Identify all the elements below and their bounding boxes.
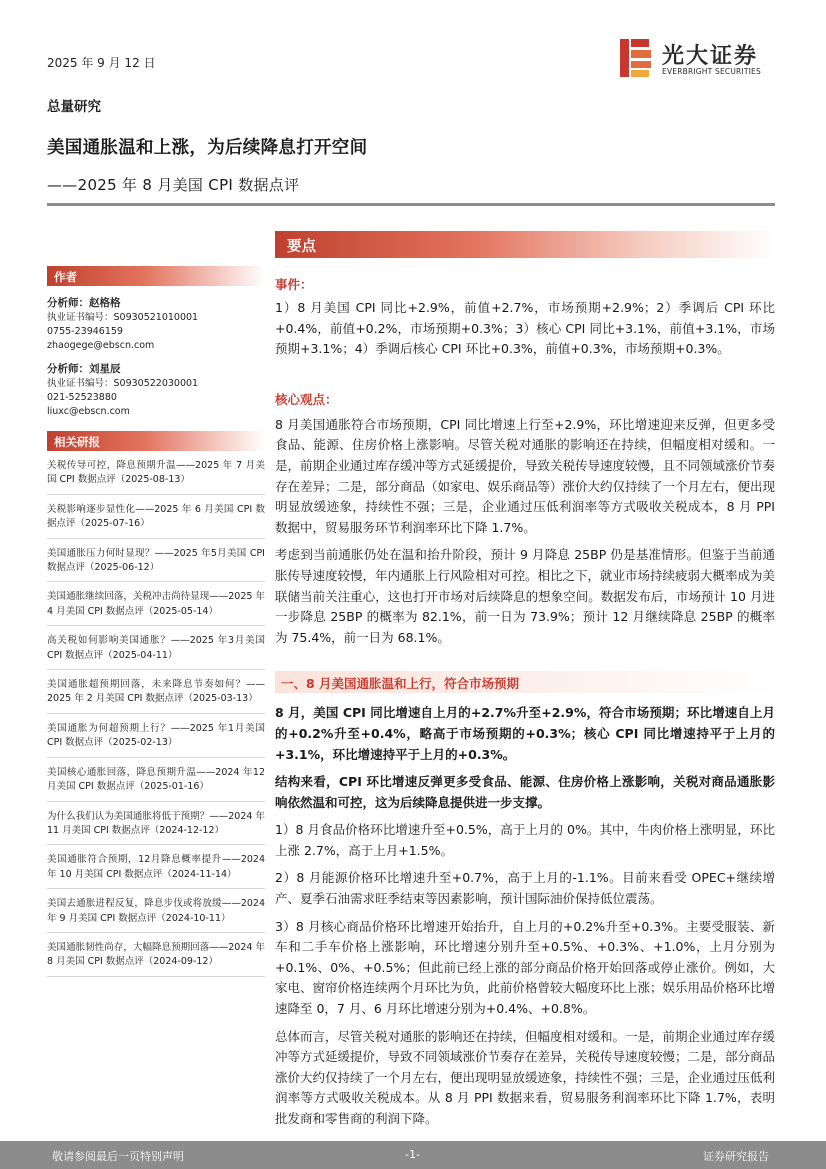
related-report-item[interactable]: 美国通胀继续回落，关税冲击尚待显现——2025 年 4 月美国 CPI 数据点评（2025-05-14） <box>47 582 265 626</box>
company-logo <box>618 37 778 81</box>
related-report-item[interactable]: 为什么我们认为美国通胀将低于预期？——2024 年 11 月美国 CPI 数据点评（2024-12-12） <box>47 802 265 846</box>
related-report-item[interactable]: 关税传导可控，降息预期升温——2025 年 7 月美国 CPI 数据点评（2025-08-13） <box>47 451 265 495</box>
analyst-email[interactable]: zhaogege@ebscn.com <box>47 340 155 351</box>
section-paragraph: 2）8 月能源价格环比增速升至+0.7%，高于上月的-1.1%。目前来看受 OPEC+继续增产、夏季石油需求旺季结束等因素影响，预计国际油价保持低位震荡。 <box>275 870 775 907</box>
related-report-item[interactable]: 高关税如何影响美国通胀？——2025 年3月美国 CPI 数据点评（2025-04-11） <box>47 626 265 670</box>
section-lead-paragraph: 结构来看，CPI 环比增速反弹更多受食品、能源、住房价格上涨影响，关税对商品通胀影响依然温和可控，这为后续降息提供进一步支撑。 <box>275 774 775 810</box>
analyst-cert: 执业证书编号：S0930522030001 <box>47 378 199 389</box>
section-paragraph: 1）8 月食品价格环比增速升至+0.5%，高于上月的 0%。其中，牛肉价格上涨明显，环比上涨 2.7%，高于上月+1.5%。 <box>275 822 775 858</box>
page-footer <box>0 1141 826 1169</box>
page-number: -1- <box>405 1148 420 1161</box>
section-paragraph: 总体而言，尽管关税对通胀的影响还在持续，但幅度相对缓和。一是，前期企业通过库存缓冲等方式延缓提价，导致不同领域涨价节奏存在差异，关税传导速度较慢；二是，部分商品涨价大约仅持续了一个月左右，便出现明显放缓迹象，持续性不强；三是，企业通过压低利润率等方式吸收关税成本。从 8 月 PPI 数据来看，贸易服务利润率环比下降 1.7%，表明批发商和零售商的利润下降。 <box>275 1028 776 1126</box>
analyst-card <box>47 362 265 419</box>
related-report-item[interactable]: 美国通胀韧性尚存，大幅降息预期回落——2024 年 8 月美国 CPI 数据点评（2024-09-12） <box>47 933 265 977</box>
related-report-item[interactable]: 美国通胀为何超预期上行？——2025 年1月美国 CPI 数据点评（2025-02-13） <box>47 714 265 758</box>
footer-disclaimer-link[interactable]: 敬请参阅最后一页特别声明 <box>52 1150 184 1163</box>
report-subtitle: ——2025 年 8 月美国 CPI 数据点评 <box>47 176 300 194</box>
analyst-name: 分析师：刘星辰 <box>47 363 121 375</box>
analyst-email[interactable]: liuxc@ebscn.com <box>47 406 130 417</box>
key-points-heading: 要点 <box>275 231 775 258</box>
related-report-item[interactable]: 关税影响逐步显性化——2025 年 6 月美国 CPI 数据点评（2025-07-16） <box>47 495 265 539</box>
section-paragraph: 3）8 月核心商品价格环比增速开始抬升，自上月的+0.2%升至+0.3%。主要受服装、新车和二手车价格上涨影响，环比增速分别升至+0.5%、+0.3%、+1.0%，上月分别为+0.1%、0%、+0.5%；但此前已经上涨的部分商品价格开始回落或停止涨价。例如，大家电、窗帘价格连续两个月环比为负，此前价格曾较大幅度环比上涨；娱乐用品价格环比增速降至 0，7 月、6 月环比增速分别为+0.4%、+0.8%。 <box>275 918 776 1017</box>
main-content <box>275 231 775 1130</box>
core-view-paragraph: 8 月美国通胀符合市场预期，CPI 同比增速上行至+2.9%，环比增速迎来反弹，但更多受食品、能源、住房价格上涨影响。尽管关税对通胀的影响还在持续，但幅度相对缓和。一是，前期企业通过库存缓冲等方式延缓提价，导致关税传导速度较慢，且不同领域涨价节奏存在差异；二是，部分商品（如家电、娱乐商品等）涨价大约仅持续了一个月左右，便出现明显放缓迹象，持续性不强；三是，企业通过压低利润率等方式吸收关税成本，8 月 PPI 数据中，贸易服务环节利润率环比下降 1.7%。 <box>275 416 776 535</box>
related-report-item[interactable]: 美国通胀符合预期，12月降息概率提升——2024 年 10 月美国 CPI 数据点评（2024-11-14） <box>47 845 265 889</box>
related-report-item[interactable]: 美国通胀压力何时显现？——2025 年5月美国 CPI 数据点评（2025-06-12） <box>47 539 265 583</box>
analyst-phone: 0755-23946159 <box>47 326 123 337</box>
related-report-item[interactable]: 美国核心通胀回落，降息预期升温——2024 年12月美国 CPI 数据点评（2025-01-16） <box>47 758 265 802</box>
logo-name-en: EVERBRIGHT SECURITIES <box>662 67 761 76</box>
section-heading: 一、8 月美国通胀温和上行，符合市场预期 <box>275 671 775 693</box>
author-heading: 作者 <box>47 266 265 286</box>
related-report-item[interactable]: 美国去通胀进程反复，降息步伐或将放缓——2024 年 9 月美国 CPI 数据点评（2024-10-11） <box>47 889 265 933</box>
analyst-phone: 021-52523880 <box>47 392 117 403</box>
section-lead-paragraph: 8 月，美国 CPI 同比增速自上月的+2.7%升至+2.9%，符合市场预期；环比增速自上月的+0.2%升至+0.4%，略高于市场预期的+0.3%；核心 CPI 同比增速持平于上月的+3.1%，环比增速持平于上月的+0.3%。 <box>275 705 775 762</box>
logo-name-cn: 光大证券 <box>662 44 759 69</box>
related-report-item[interactable]: 美国通胀超预期回落，未来降息节奏如何？——2025 年 2 月美国 CPI 数据点评（2025-03-13） <box>47 670 265 714</box>
event-heading: 事件： <box>275 277 313 292</box>
footer-report-type: 证券研究报告 <box>703 1150 769 1163</box>
report-date: 2025 年 9 月 12 日 <box>47 56 156 70</box>
everbright-logo-icon <box>618 37 656 79</box>
analyst-card <box>47 296 265 353</box>
related-reports-heading: 相关研报 <box>47 431 265 451</box>
report-category: 总量研究 <box>47 99 101 115</box>
core-view-heading: 核心观点： <box>275 391 338 407</box>
sidebar <box>47 266 265 977</box>
event-paragraph: 1）8 月美国 CPI 同比+2.9%，前值+2.7%，市场预期+2.9%；2）季调后 CPI 环比+0.4%，前值+0.2%，市场预期+0.3%；3）核心 CPI 同比+3.1%，前值+3.1%，市场预期+3.1%；4）季调后核心 CPI 环比+0.3%，前值+0.3%，市场预期+0.3%。 <box>275 300 775 357</box>
analyst-name: 分析师：赵格格 <box>47 297 121 309</box>
analyst-cert: 执业证书编号：S0930521010001 <box>47 312 199 323</box>
report-title: 美国通胀温和上涨，为后续降息打开空间 <box>47 138 368 158</box>
header-divider <box>47 203 775 206</box>
core-view-paragraph: 考虑到当前通胀仍处在温和抬升阶段，预计 9 月降息 25BP 仍是基准情形。但鉴于当前通胀传导速度较慢，年内通胀上行风险相对可控。相比之下，就业市场持续疲弱大概率成为美联储当前关注重心，这也打开市场对后续降息的想象空间。数据发布后，市场预计 10 月进一步降息 25BP 的概率为 82.1%，前一日为 73.9%；预计 12 月继续降息 25BP 的概率为 75.4%，前一日为 68.1%。 <box>275 547 776 645</box>
